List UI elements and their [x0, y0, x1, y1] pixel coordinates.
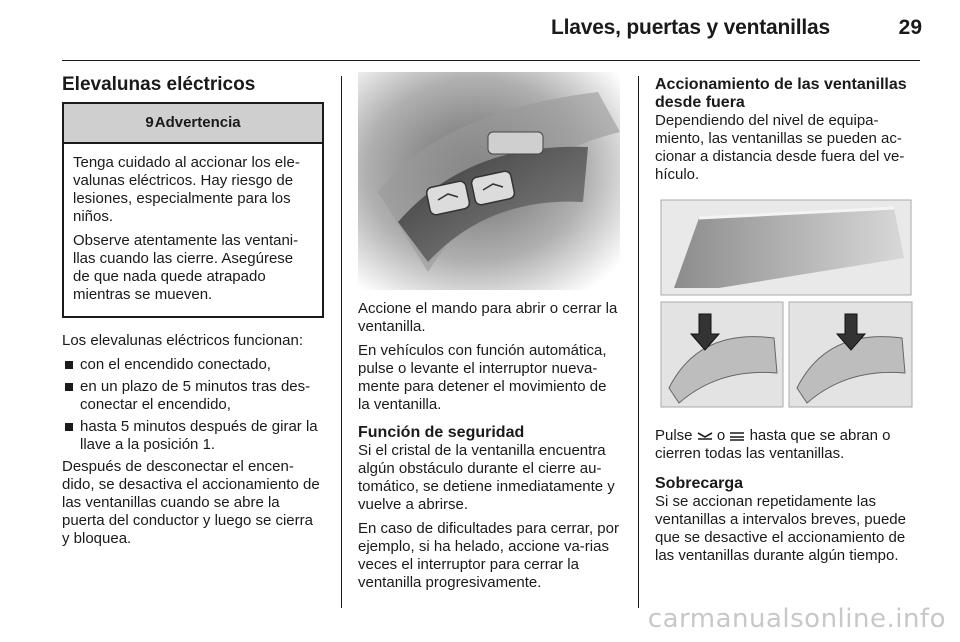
overload-paragraph: Si se accionan repetidamente las ventanillas a intervalos breves, puede que se desactive el accionamiento de las ventanillas durante algún tiempo. — [655, 493, 906, 564]
subheading-remote: Accionamiento de las ventanillas desde fuera — [655, 76, 907, 111]
section-heading: Elevalunas eléctricos — [62, 74, 256, 95]
list-item: en un plazo de 5 minutos tras des-conectar el encendido, — [62, 378, 324, 414]
remote-paragraph: Dependiendo del nivel de equipa-miento, las ventanillas se pueden ac-cionar a distancia desde fuera del ve-hículo. — [655, 112, 905, 183]
window-switch-illustration — [358, 72, 620, 290]
operate-paragraph: Accione el mando para abrir o cerrar la ventanilla. — [358, 300, 618, 335]
warning-title: Advertencia — [154, 114, 241, 131]
page-number: 29 — [898, 16, 922, 39]
warning-paragraph-2: Observe atentamente las ventani-llas cuando las cierre. Asegúrese de que nada quede atrapado mientras se mueven. — [73, 232, 299, 303]
press-text-a: Pulse — [655, 427, 693, 444]
warning-symbol-icon: 9 — [145, 114, 154, 131]
remote-key-illustration — [659, 198, 914, 413]
column-1 — [62, 72, 324, 554]
subheading-overload: Sobrecarga — [655, 475, 744, 492]
press-text-b: hasta que se abran o cierren todas las ventanillas. — [655, 427, 891, 462]
safety-paragraph: Si el cristal de la ventanilla encuentra algún obstáculo durante el cierre au-tomático, se detiene inmediatamente y vuelve a abrirse. — [358, 442, 615, 513]
remote-lock-icon — [729, 430, 745, 442]
conditions-list — [62, 356, 324, 454]
deactivation-paragraph: Después de desconectar el encen-dido, se desactiva el accionamiento de las ventanillas cuando se abre la puerta del conductor y luego se cierra y bloquea. — [62, 458, 320, 547]
column-rule-2 — [638, 76, 639, 608]
warning-box — [62, 102, 324, 318]
list-item: hasta 5 minutos después de girar la llave a la posición 1. — [62, 418, 324, 454]
page-header-title: Llaves, puertas y ventanillas — [550, 16, 830, 39]
warning-body — [64, 144, 322, 316]
column-rule-1 — [341, 76, 342, 608]
watermark: carmanualsonline.info — [647, 604, 946, 634]
subheading-safety: Función de seguridad — [358, 424, 525, 441]
column-2 — [358, 72, 620, 598]
header-rule — [62, 60, 920, 61]
warning-paragraph-1: Tenga cuidado al accionar los ele-valunas eléctricos. Hay riesgo de lesiones, especialmente para los niños. — [73, 154, 300, 225]
warning-header — [64, 104, 322, 144]
difficulty-paragraph: En caso de dificultades para cerrar, por ejemplo, si ha helado, accione va-rias veces el interruptor para cerrar la ventanilla progresivamente. — [358, 520, 619, 591]
press-text-o: o — [716, 427, 726, 444]
column-3 — [655, 72, 920, 571]
press-paragraph — [655, 427, 920, 463]
auto-function-paragraph: En vehículos con función automática, pulse o levante el interruptor nueva-mente para detener el movimiento de la ventanilla. — [358, 342, 607, 413]
list-item: con el encendido conectado, — [62, 356, 324, 374]
intro-text: Los elevalunas eléctricos funcionan: — [62, 332, 303, 349]
remote-unlock-icon — [697, 430, 713, 442]
